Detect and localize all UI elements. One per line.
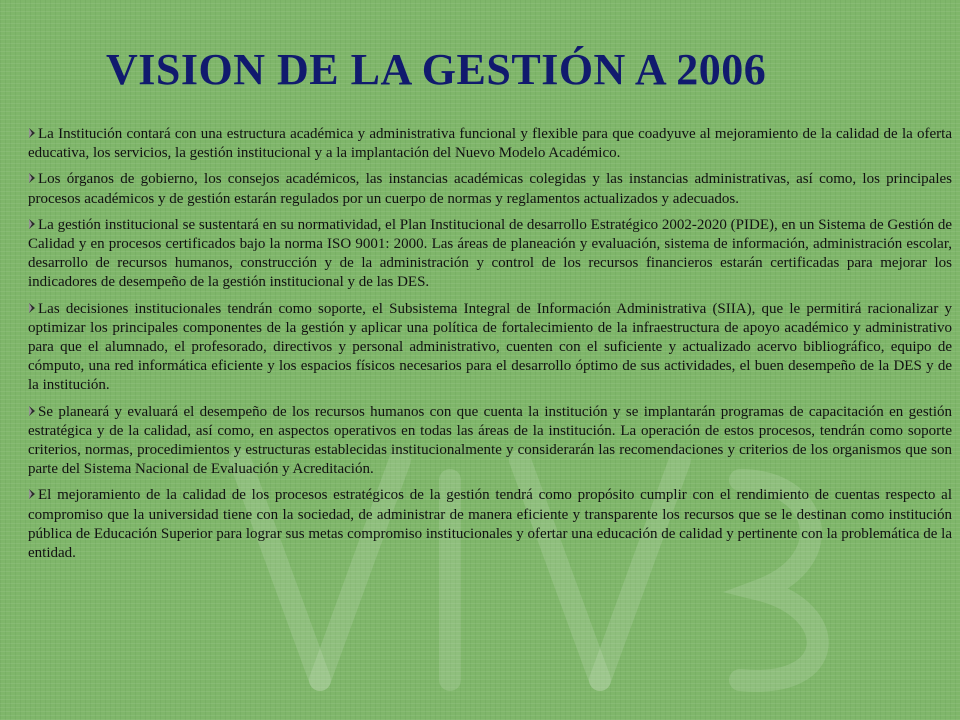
bullet-item <box>28 216 952 293</box>
bullet-text: Las decisiones institucionales tendrán como soporte, el Subsistema Integral de Información Administrativa (SIIA), que le permitirá racionalizar y optimizar los principales componentes de la gestión y aplicar una política de fortalecimiento de la infraestructura de apoyo académico y administrativo para que el alumnado, el profesorado, directivos y personal administrativo, cuenten con el suficiente y actualizado acervo bibliográfico, equipo de cómputo, una red informática eficiente y los espacios físicos necesarios para el desarrollo óptimo de sus actividades, el buen desempeño de la DES y de la institución. <box>28 300 952 394</box>
bullet-item <box>28 403 952 480</box>
bullet-text: El mejoramiento de la calidad de los procesos estratégicos de la gestión tendrá como propósito cumplir con el rendimiento de cuentas respecto al compromiso que la universidad tiene con la sociedad, de administrar de manera eficiente y transparente los recursos que se le destinan como institución pública de Educación Superior para lograr sus metas compromiso institucionales y ofertar una educación de calidad y pertinente con la problemática de la entidad. <box>28 487 952 562</box>
bullet-item <box>28 300 952 396</box>
arrow-bullet-icon <box>28 218 36 230</box>
bullet-item <box>28 170 952 208</box>
bullet-text: La Institución contará con una estructura académica y administrativa funcional y flexible para que coadyuve al mejoramiento de la calidad de la oferta educativa, los servicios, la gestión institucional y a la implantación del Nuevo Modelo Académico. <box>28 126 952 162</box>
bullet-list <box>28 125 952 570</box>
bullet-item <box>28 486 952 563</box>
bullet-text: Los órganos de gobierno, los consejos académicos, las instancias académicas colegidas y las instancias administrativas, así como, los principales procesos académicos y de gestión estarán regulados por un cuerpo de normas y reglamentos actualizados y adecuados. <box>28 171 952 207</box>
arrow-bullet-icon <box>28 172 36 184</box>
slide-title: VISION DE LA GESTIÓN A 2006 <box>106 45 767 94</box>
bullet-text: Se planeará y evaluará el desempeño de los recursos humanos con que cuenta la institución y se implantarán programas de capacitación en gestión estratégica y de la calidad, así como, en aspectos operativos en todas las áreas de la institución. La operación de estos procesos, tendrán como soporte criterios, normas, procedimientos y estructuras establecidas institucionalmente y considerarán las recomendaciones y criterios de los organismos que son parte del Sistema Nacional de Evaluación y Acreditación. <box>28 403 952 478</box>
bullet-text: La gestión institucional se sustentará en su normatividad, el Plan Institucional de desarrollo Estratégico 2002-2020 (PIDE), en un Sistema de Gestión de Calidad y en procesos certificados bajo la norma ISO 9001: 2000. Las áreas de planeación y evaluación, sistema de información, administración escolar, desarrollo de recursos humanos, construcción y de la administración y control de los recursos financieros estarán certificadas para mejorar los indicadores de desempeño de la gestión institucional y de las DES. <box>28 216 952 291</box>
bullet-item <box>28 125 952 163</box>
arrow-bullet-icon <box>28 488 36 500</box>
arrow-bullet-icon <box>28 302 36 314</box>
arrow-bullet-icon <box>28 405 36 417</box>
arrow-bullet-icon <box>28 127 36 139</box>
